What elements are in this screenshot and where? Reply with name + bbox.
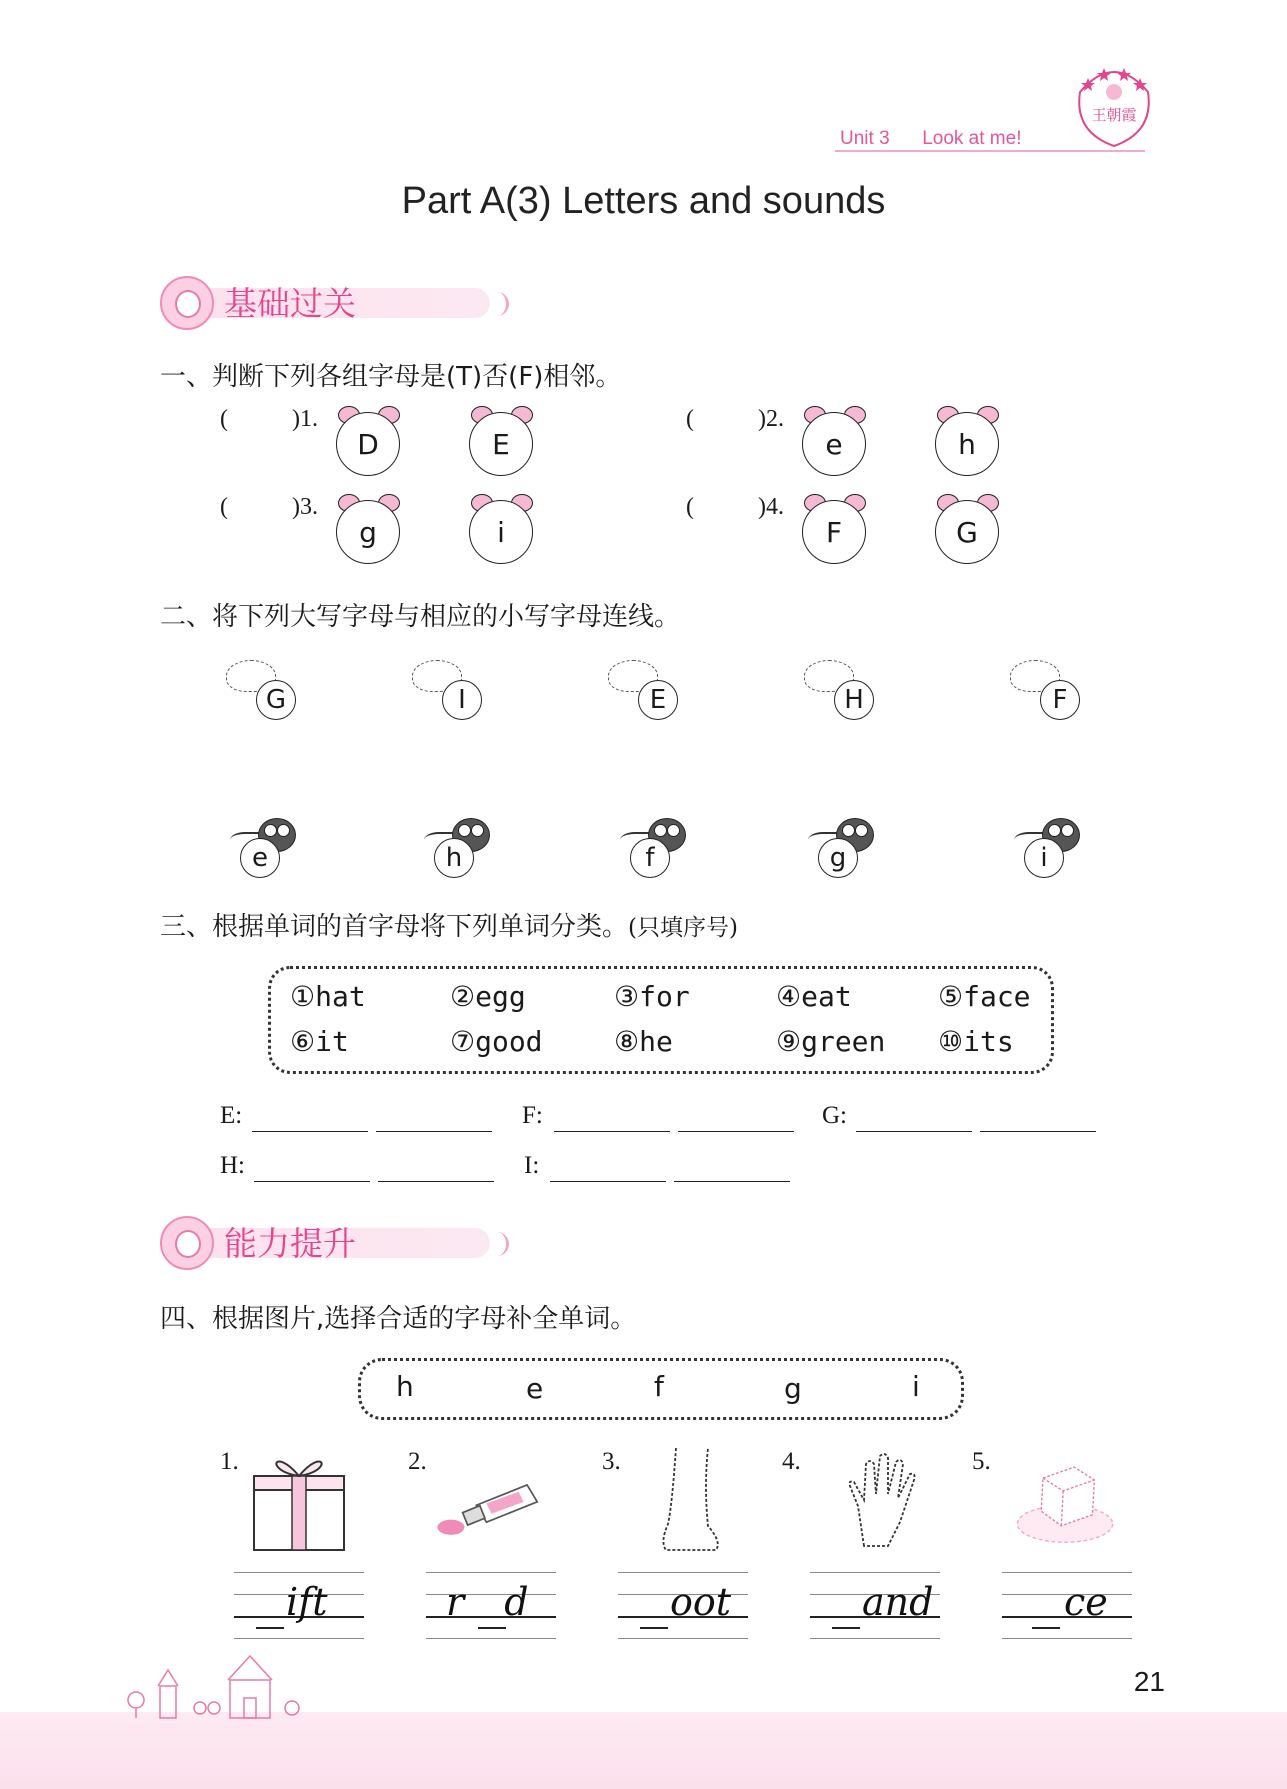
tadpole-letter[interactable]: g (808, 818, 888, 880)
tadpole-letter[interactable]: h (424, 818, 504, 880)
section-banner-advanced (160, 1216, 520, 1268)
bear-letter: G (935, 496, 1001, 562)
writing-lines[interactable] (426, 1572, 556, 1634)
letter-option: i (912, 1370, 920, 1403)
page-number: 21 (1133, 1666, 1165, 1697)
category-label-g: G: (822, 1102, 847, 1129)
answer-blank[interactable] (252, 1130, 368, 1132)
item-number: 5. (972, 1448, 991, 1475)
answer-paren-4[interactable]: ( )4. (686, 494, 784, 520)
header-underline (835, 150, 1145, 152)
castle-decoration-icon (120, 1650, 310, 1720)
answer-blank[interactable] (376, 1130, 492, 1132)
word-item: ⑤face (938, 980, 1031, 1013)
word-item: ⑧he (614, 1025, 673, 1058)
girl-avatar-icon (160, 1216, 214, 1270)
partial-word: ift (286, 1580, 328, 1624)
partial-word: r d (446, 1580, 543, 1624)
paint-tube-icon (434, 1446, 544, 1556)
word-item: ⑨green (776, 1025, 886, 1058)
answer-blank[interactable] (554, 1130, 670, 1132)
letter-option: e (526, 1372, 544, 1405)
ice-icon (1010, 1446, 1120, 1556)
bee-letter[interactable]: E (602, 650, 682, 722)
word-item: ④eat (776, 980, 852, 1013)
answer-blank[interactable] (678, 1130, 794, 1132)
q2-title: 二、将下列大写字母与相应的小写字母连线。 (160, 602, 681, 632)
bee-letter[interactable]: I (406, 650, 486, 722)
q3-title: 三、根据单词的首字母将下列单词分类。(只填序号) (160, 912, 738, 942)
answer-paren-3[interactable]: ( )3. (220, 494, 318, 520)
letter-option: g (784, 1372, 802, 1405)
category-label-f: F: (522, 1102, 543, 1129)
item-number: 3. (602, 1448, 621, 1475)
word-item: ②egg (450, 980, 526, 1013)
word-item: ⑩its (938, 1025, 1014, 1058)
bear-letter: D (336, 408, 402, 474)
letter-option: h (396, 1370, 414, 1403)
item-number: 4. (782, 1448, 801, 1475)
unit-label: Unit 3 (840, 128, 890, 149)
writing-lines[interactable] (810, 1572, 940, 1634)
banner-tail (482, 292, 509, 316)
answer-blank[interactable] (378, 1180, 494, 1182)
partial-word: and (862, 1580, 934, 1624)
bear-letter: E (469, 408, 535, 474)
lesson-label: Look at me! (922, 128, 1022, 149)
partial-word: oot (670, 1580, 732, 1624)
bee-letter[interactable]: H (798, 650, 878, 722)
section-title: 能力提升 (224, 1224, 356, 1263)
section-title: 基础过关 (224, 284, 356, 323)
answer-blank[interactable] (856, 1130, 972, 1132)
writing-lines[interactable] (1002, 1572, 1132, 1634)
page-title: Part A(3) Letters and sounds (401, 180, 886, 222)
bear-letter: h (935, 408, 1001, 474)
answer-blank[interactable] (980, 1130, 1096, 1132)
category-label-h: H: (220, 1152, 245, 1179)
category-label-e: E: (220, 1102, 243, 1129)
bear-letter: g (336, 496, 402, 562)
gift-icon (244, 1446, 354, 1556)
bear-letter: i (469, 496, 535, 562)
tadpole-letter[interactable]: f (620, 818, 700, 880)
bee-letter[interactable]: F (1004, 650, 1084, 722)
bear-letter: e (802, 408, 868, 474)
word-item: ③for (614, 980, 690, 1013)
q4-title: 四、根据图片,选择合适的字母补全单词。 (160, 1304, 637, 1334)
writing-lines[interactable] (618, 1572, 748, 1634)
girl-avatar-icon (160, 276, 214, 330)
bear-letter: F (802, 496, 868, 562)
logo-badge-icon (1074, 62, 1154, 148)
section-banner-basic (160, 276, 520, 328)
unit-header (840, 128, 1021, 150)
partial-word: ce (1064, 1580, 1108, 1624)
foot-icon (636, 1446, 746, 1556)
banner-tail (482, 1232, 509, 1256)
answer-paren-1[interactable]: ( )1. (220, 406, 318, 432)
answer-blank[interactable] (674, 1180, 790, 1182)
writing-lines[interactable] (234, 1572, 364, 1634)
tadpole-letter[interactable]: i (1014, 818, 1094, 880)
item-number: 2. (408, 1448, 427, 1475)
bee-letter[interactable]: G (220, 650, 300, 722)
hand-icon (830, 1446, 940, 1556)
word-item: ①hat (290, 980, 366, 1013)
item-number: 1. (220, 1448, 239, 1475)
answer-paren-2[interactable]: ( )2. (686, 406, 784, 432)
svg-text:王朝霞: 王朝霞 (1091, 106, 1137, 124)
footer-band (0, 1712, 1287, 1789)
word-item: ⑦good (450, 1025, 543, 1058)
q1-title: 一、判断下列各组字母是(T)否(F)相邻。 (160, 362, 622, 392)
answer-blank[interactable] (550, 1180, 666, 1182)
tadpole-letter[interactable]: e (230, 818, 310, 880)
answer-blank[interactable] (254, 1180, 370, 1182)
category-label-i: I: (524, 1152, 540, 1179)
letter-option: f (654, 1370, 664, 1403)
word-item: ⑥it (290, 1025, 349, 1058)
